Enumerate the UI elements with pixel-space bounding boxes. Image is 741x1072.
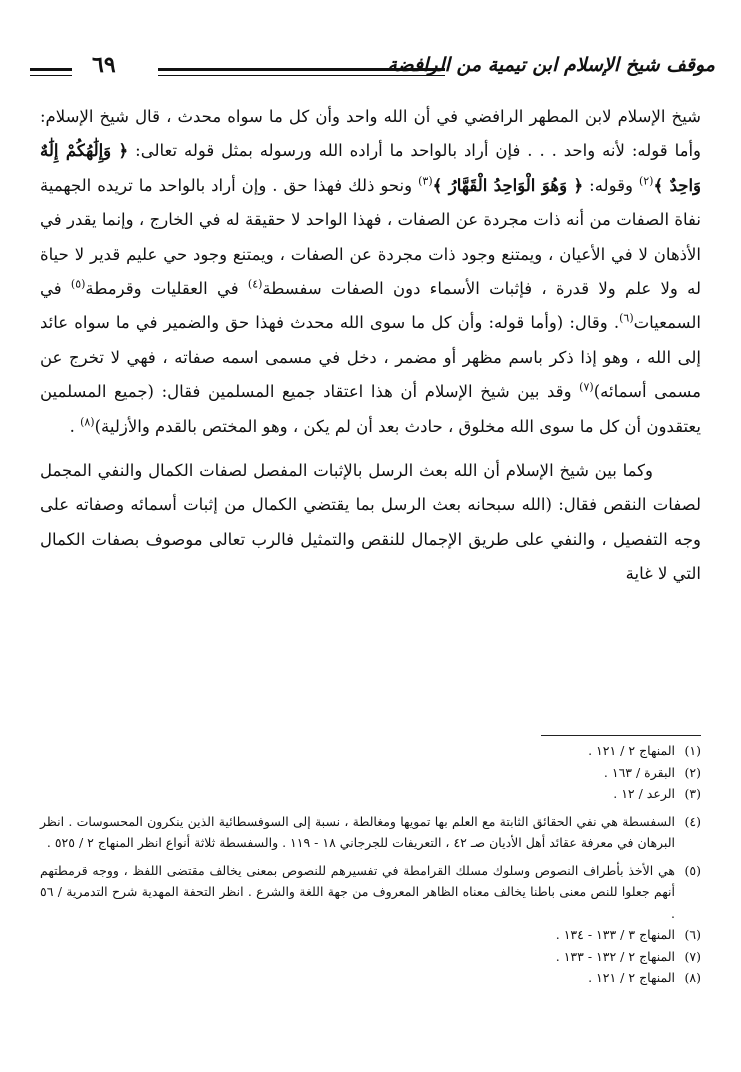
running-header	[30, 52, 715, 92]
footnote-text: المنهاج ٢ / ١٢١ .	[588, 743, 675, 758]
footnote-text: الرعد / ١٢ .	[613, 786, 675, 801]
footnote-text: البقرة / ١٦٣ .	[603, 764, 675, 780]
paragraph-1	[40, 100, 701, 444]
footnote	[40, 740, 701, 762]
text-line: قال شيخ الإسلام: وأما قوله: لأنه واحد . . . فإن أراد بالواحد ما أراده الله	[40, 107, 702, 161]
text-line: وقد بين شيخ الإسلام أن هذا اعتقاد جميع المسلمين فقال: (جميع المسلمين يعتقدون أن كل ما سوى الله مخلوق ، حادث بعد أن لم يكن ، وهو المختص بالقدم والأزلية)	[40, 382, 701, 436]
footnote-ref: (٤)	[247, 277, 263, 291]
main-text	[40, 100, 701, 592]
footnote	[40, 811, 701, 854]
footnote-ref: (٣)	[418, 174, 433, 188]
paragraph-2: وكما بين شيخ الإسلام أن الله بعث الرسل بالإثبات المفصل لصفات الكمال والنفي المجمل لصفات النقص فقال: (الله سبحانه بعث الرسل بما يقتضي الكمال من إثبات أسمائه وصفاته على وجه التفصيل ، والنفي على طريق الإجمال للنقص والتمثيل فالرب تعالى موصوف بصفات الكمال التي لا غاية	[40, 461, 701, 584]
footnote-text: هي الأخذ بأطراف النصوص وسلوك مسلك القرامطة في تفسيرهم للنصوص بمعنى يخالف مقتضى اللفظ ، ووجه قرمطتهم أنهم جعلوا للنص معنى باطنا يخالف معناه الظاهر المعروف من جهة اللغة والشرع . انظر التحفة المهدية شرح التدمرية / ٥٦ .	[40, 862, 675, 921]
text-line: .	[69, 416, 81, 436]
text-line: . وقال: (وأما قوله: وأن كل ما سوى الله محدث فهذا حق والضمير في ما سواه عائد إلى الله ، وهو إذا ذكر باسم مظهر أو مضمر ، دخل في مسمى اسمه صفاته ، فهي لا تخرج عن مسمى أسمائه)	[40, 313, 701, 402]
footnote-number: (١)	[684, 743, 701, 758]
footnote-number: (٤)	[684, 813, 701, 829]
footnote-number: (٦)	[684, 927, 701, 942]
footnote-number: (٨)	[684, 970, 701, 985]
footnote-ref: (٦)	[619, 311, 634, 325]
footnote-number: (٢)	[684, 764, 701, 780]
footnote-ref: (٨)	[80, 415, 95, 429]
footnote-text: المنهاج ٢ / ١٢١ .	[588, 970, 675, 985]
footnote-text: المنهاج ٣ / ١٣٣ - ١٣٤ .	[555, 927, 675, 942]
footnote-separator	[541, 735, 701, 736]
footnotes	[40, 740, 701, 989]
quran-verse: ﴿ وَإِلَٰهُكُمْ إِلَٰهٌ وَاحِدٌ ﴾	[40, 141, 702, 195]
text-line: شيخ الإسلام لابن المطهر الرافضي في أن الله واحد وأن كل ما سواه محدث ،	[166, 107, 701, 126]
footnote-ref: (٢)	[638, 174, 654, 188]
footnote	[40, 946, 701, 968]
header-title: موقف شيخ الإسلام ابن تيمية من الرافضة	[387, 54, 715, 76]
header-rule	[158, 68, 445, 76]
text-line: في العقليات وقرمطة	[85, 279, 239, 299]
header-rule-short	[30, 68, 72, 76]
footnote	[40, 967, 701, 989]
quran-verse: ﴿ وَهُوَ الْوَاحِدُ الْقَهَّارُ ﴾	[432, 175, 584, 195]
footnote-text: السفسطة هي نفي الحقائق الثابتة مع العلم بها تمويها ومغالطة ، نسبة إلى السوفسطائية الذين ينكرون المحسوسات . انظر البرهان في معرفة عقائد أهل الأديان صـ ٤٢ ، التعريفات للجرجاني ١٨ - ١١٩ . والسفسطة ثلاثة أنواع انظر المنهاج ٢ / ٥٢٥ .	[40, 813, 675, 850]
footnote-ref: (٧)	[579, 380, 594, 394]
footnote-number: (٣)	[684, 786, 701, 801]
text-line: في السمعيات	[40, 279, 701, 333]
text-line: ونحو ذلك فهذا حق . وإن أراد بالواحد ما تريده الجهمية نفاة الصفات من أنه ذات مجردة عن الصفات ، فهذا الواحد لا حقيقة له في الخارج ، وإنما يقدر في الأذهان لا في الأعيان ، ويمتنع وجود ذات مجردة عن الصفات ، ويمتنع وجود حي عليم قدير لا حياة له ولا علم ولا قدرة ، فإثبات الأسماء دون الصفات سفسطة	[40, 175, 701, 299]
footnote-text: المنهاج ٢ / ١٣٢ - ١٣٣ .	[555, 948, 675, 964]
footnote	[40, 783, 701, 805]
footnote	[40, 860, 701, 925]
footnote-number: (٧)	[684, 948, 701, 964]
text-line: ورسوله بمثل قوله تعالى:	[135, 141, 312, 161]
page-number: ٦٩	[92, 52, 116, 78]
footnote	[40, 762, 701, 784]
footnote	[40, 924, 701, 946]
footnote-ref: (٥)	[70, 277, 86, 291]
text-line: وقوله:	[589, 175, 633, 195]
footnote-number: (٥)	[684, 862, 701, 878]
